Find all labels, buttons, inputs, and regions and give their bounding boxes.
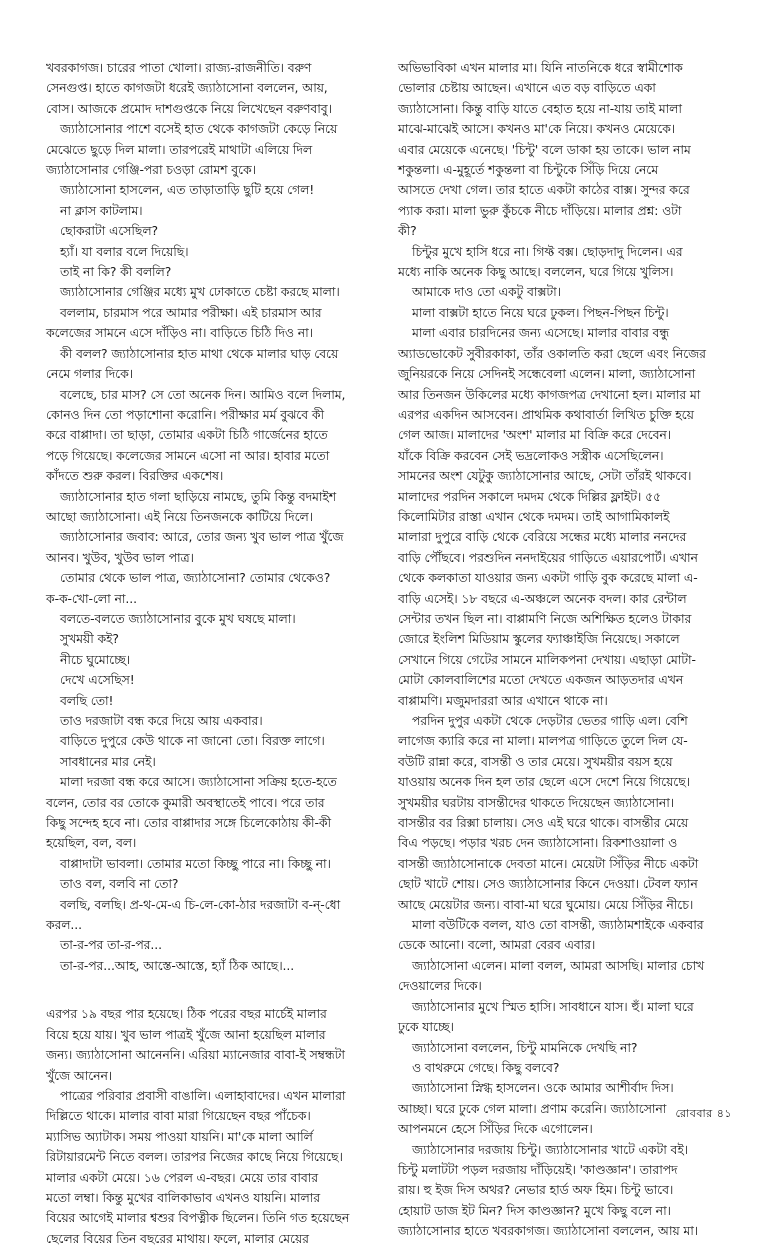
text-line: কলেজের সামনে এসে দাঁড়িও না। বাড়িতে চিঠি দিও না। — [46, 325, 313, 341]
text-line: দেখে এসেছিস! — [60, 672, 135, 688]
text-line: হোয়াট ডাজ ইট মিন? দিস কাণ্ডজ্ঞান? মুখে কিছু বলে না। — [398, 1202, 671, 1218]
text-line: যাওয়ায় অনেক দিন হল তার ছেলে এসে দেশে নিয়ে গিয়েছে। — [398, 774, 691, 790]
text-line: বলছি, বলছি। প্র-থ-মে-এ চি-লে-কো-ঠার দরজাটা ব-ন্‌-ধো — [60, 896, 341, 912]
text-line: চিন্টু মলাটটা পড়ল দরজায় দাঁড়িয়েই। 'কাণ্ডজ্ঞান'। তারাপদ — [398, 1161, 678, 1177]
text-line: জ্যাঠাসোনা এলেন। মালা বলল, আমরা আসছি। মালার চোখ — [412, 957, 704, 973]
text-line: তাও দরজাটা বন্ধ করে দিয়ে আয় একবার। — [60, 713, 263, 728]
text-line: জ্যাঠাসোনা বললেন, চিন্টু মামনিকে দেখছি না? — [412, 1039, 638, 1055]
text-line: ও বাথরুমে গেছে। কিছু বলবে? — [412, 1059, 560, 1075]
text-line: বাসন্তীর বর রিক্সা চালায়। সেও এই ঘরে থাকে। বাসন্তীর মেয়ে — [398, 815, 689, 831]
text-line: আসতে দেখা গেল। তার হাতে একটা কাঠের বাক্স। সুন্দর করে — [398, 182, 690, 198]
text-line: বাড়ি পৌঁছবে। পরশুদিন ননদাইয়ের গাড়িতে এয়ারপোর্ট। এখান — [398, 549, 698, 565]
text-line: বলছি তো! — [60, 692, 114, 708]
text-line: সুখময়ীর ঘরটায় বাসন্তীদের থাকতে দিয়েছেন জ্যাঠাসোনা। — [398, 794, 675, 810]
text-line: বউটি রান্না করে, বাসন্তী ও তার মেয়ে। সুখময়ীর বয়স হয়ে — [398, 753, 673, 769]
text-line: কাঁদতে শুরু করল। বিরক্তির একশেষ। — [46, 468, 224, 484]
text-line: আনব। খুউব, খুউব ভাল পাত্র। — [46, 549, 194, 565]
text-line: মাঝে-মাঝেই আসে। কখনও মা'কে নিয়ে। কখনও মেয়েকে। — [398, 121, 676, 137]
text-line: সেন্টার তখন ছিল না। বাপ্পামণি নিজে অশিক্ষিত হলেও টাকার — [398, 610, 692, 626]
text-line: সেখানে গিয়ে গেটের সামনে মালিকপনা দেখায়। এছাড়া মোটা- — [398, 651, 696, 667]
right-text-column — [398, 58, 734, 1242]
text-line: তা-র-পর...আহ, আস্তে-আস্তে, হ্যাঁ ঠিক আছে।... — [60, 957, 295, 973]
text-line: জুনিয়রকে নিয়ে সেদিনই সন্ধেবেলা এলেন। মালা, জ্যাঠাসোনা — [398, 366, 696, 382]
text-line: থেকে কলকাতা যাওয়ার জন্য একটা গাড়ি বুক করেছে মালা এ- — [398, 570, 698, 586]
text-line: বলেন, তোর বর তোকে কুমারী অবস্থাতেই পাবে। পরে তার — [46, 794, 325, 810]
text-line: হয়েছিল, বল, বল। — [46, 835, 137, 851]
text-line: বললাম, চারমাস পরে আমার পরীক্ষা। এই চারমাস আর — [60, 304, 322, 320]
text-line: বলেছে, চার মাস? সে তো অনেক দিন। আমিও বলে দিলাম, — [60, 386, 346, 402]
text-line: রায়। হু ইজ দিস অথর? নেভার হার্ড অফ হিম। চিন্টু ভাবে। — [398, 1182, 674, 1198]
text-line: নীচে ঘুমোচ্ছে। — [60, 651, 131, 667]
text-line: প্যাক করা। মালা ভুরু কুঁচকে নীচে দাঁড়িয়ে। মালার প্রশ্ন: ওটা — [398, 202, 682, 218]
text-line: তোমার থেকে ভাল পাত্র, জ্যাঠাসোনা? তোমার থেকেও? — [60, 570, 331, 586]
text-line: লাগেজ ক্যারি করে না মালা। মালপত্র গাড়িতে তুলে দিল যে- — [398, 733, 688, 749]
text-line: না ক্লাস কাটলাম। — [60, 202, 143, 218]
text-line: ম্যাসিভ অ্যাটাক। সময় পাওয়া যায়নি। মা'কে মালা আর্লি — [46, 1128, 313, 1144]
text-line: শকুন্তলা। এ-মুহূর্তে শকুন্তলা বা চিন্টুকে সিঁড়ি দিয়ে নেমে — [398, 162, 659, 178]
text-line: নেমে গলার দিকে। — [46, 366, 134, 382]
text-line: মালা দরজা বন্ধ করে আসে। জ্যাঠাসোনা সক্রিয় হতে-হতে — [60, 774, 337, 790]
text-line: পরদিন দুপুর একটা থেকে দেড়টার ভেতর গাড়ি এল। বেশি — [412, 713, 688, 728]
text-line: জোরে ইংলিশ মিডিয়াম স্কুলের ফ্যাঞ্চাইজি নিয়েছে। সকালে — [398, 631, 680, 647]
text-line: ক-ক-খো-লো না... — [46, 590, 137, 606]
text-line: কোনও দিন তো পড়াশোনা করোনি। পরীক্ষার মর্ম বুঝবে কী — [46, 406, 324, 422]
text-line: এরপর একদিন আসবেন। প্রাথমিক কথাবার্তা লিখিত চুক্তি হয়ে — [398, 406, 694, 422]
text-line: সেনগুপ্ত। হাতে কাগজটা ধরেই জ্যাঠাসোনা বললেন, আয়, — [46, 80, 328, 96]
text-line: সামনের অংশ যেটুকু জ্যাঠাসোনার আছে, সেটা তাঁরই থাকবে। — [398, 468, 692, 484]
text-line: সাবধানের মার নেই। — [60, 753, 156, 769]
text-line: মোটা কোলবালিশের মতো দেখতে একজন আড়তদার এখন — [398, 672, 684, 688]
text-line: ছেলের বিয়ের তিন বছরের মাথায়। ফলে, মালার মেয়ের — [46, 1230, 309, 1246]
text-line: বিয়ের আগেই মালার শ্বশুর বিপত্নীক ছিলেন। তিনি গত হয়েছেন — [46, 1210, 350, 1226]
text-line: জ্যাঠাসোনা। কিন্তু বাড়ি যাতে বেহাত হয়ে না-যায় তাই মালা — [398, 100, 682, 116]
text-line: এরপর ১৯ বছর পার হয়েছে। ঠিক পরের বছর মার্চেই মালার — [46, 1006, 327, 1022]
text-line: আমাকে দাও তো একটু বাক্সটা। — [412, 284, 561, 300]
text-line: খবরকাগজ। চারের পাতা খোলা। রাজ্য-রাজনীতি। বরুণ — [46, 60, 312, 75]
text-line: যাঁকে বিক্রি করবেন সেই ভদ্রলোকও সস্ত্রীক এসেছিলেন। — [398, 447, 664, 463]
text-line: অভিভাবিকা এখন মালার মা। যিনি নাতনিকে ধরে স্বামীশোক — [398, 60, 683, 75]
text-line: চিন্টুর মুখে হাসি ধরে না। গিফ্ট বক্স। ছোড়দাদু দিলেন। এর — [412, 243, 683, 259]
text-line: মালার একটা মেয়ে। ১৬ পেরল এ-বছর। মেয়ে তার বাবার — [46, 1169, 318, 1185]
text-line: জ্যাঠাসোনার গেঞ্জি-পরা চওড়া রোমশ বুকে। — [46, 162, 256, 178]
text-line: অ্যাডভোকেট সুবীরকাকা, তাঁর ওকালতি করা ছেলে এবং নিজের — [398, 345, 706, 361]
text-line: কিলোমিটার রাস্তা এখান থেকে দমদম। তাই আগামিকালই — [398, 508, 670, 524]
text-line: জ্যাঠাসোনা হাসলেন, এত তাড়াতাড়ি ছুটি হয়ে গেল! — [60, 182, 315, 198]
text-line: পড়ে গিয়েছে। কলেজের সামনে এসো না আর। হাবার মতো — [46, 447, 330, 463]
text-line: পাত্রের পরিবার প্রবাসী বাঙালি। এলাহাবাদের। এখন মালারা — [60, 1087, 346, 1103]
text-line: ভোলার চেষ্টায় আছেন। এখানে এত বড় বাড়িতে একা — [398, 80, 656, 96]
text-line: জ্যাঠাসোনার জবাব: আরে, তোর জন্য খুব ভাল পাত্র খুঁজে — [60, 529, 344, 545]
text-line: বিয়ে হয়ে যায়। খুব ভাল পাত্রই খুঁজে আনা হয়েছিল মালার — [46, 1026, 326, 1042]
text-line: বিএ পড়ছে। পড়ার খরচ দেন জ্যাঠাসোনা। রিকশাওয়ালা ও — [398, 835, 678, 851]
text-line: মালা বাক্সটা হাতে নিয়ে ঘরে ঢুকল। পিছন-পিছন চিন্টু। — [412, 304, 669, 320]
text-line: জ্যাঠাসোনার গেঞ্জির মধ্যে মুখ ঢোকাতে চেষ্টা করছে মালা। — [60, 284, 340, 300]
page-number-label: রোববার ৪১ — [675, 1107, 732, 1120]
text-line: এবার মেয়েকে এনেছে। 'চিন্টু' বলে ডাকা হয় তাকে। ভাল নাম — [398, 141, 691, 157]
text-line: জ্যাঠাসোনার দরজায় চিন্টু। জ্যাঠাসোনার খাটে একটা বই। — [412, 1141, 689, 1157]
left-text-column — [46, 58, 382, 1249]
page-footer — [606, 1105, 732, 1124]
text-line: আছে মেয়েটার জন্য। বাবা-মা ঘরে ঘুমোয়। মেয়ে সিঁড়ির নীচে। — [398, 896, 694, 912]
text-line: জ্যাঠাসোনার হাতে খবরকাগজ। জ্যাঠাসোনা বললেন, আয় মা। — [398, 1223, 699, 1239]
text-line: বলতে-বলতে জ্যাঠাসোনার বুকে মুখ ঘষছে মালা। — [60, 610, 296, 626]
text-line: বাড়িতে দুপুরে কেউ থাকে না জানো তো। বিরক্ত লাগে। — [60, 733, 325, 749]
text-line: ঢুকে যাচ্ছে। — [398, 1019, 454, 1035]
text-line: আর তিনজন উকিলের মধ্যে কাগজপত্র দেখানো হল। মালার মা — [398, 386, 701, 402]
text-line: দিল্লিতে থাকে। মালার বাবা মারা গিয়েছেন বছর পাঁচেক। — [46, 1108, 311, 1124]
text-line: করল... — [46, 917, 82, 933]
text-line: তাও বল, বলবি না তো? — [60, 876, 179, 892]
text-line: গেল আজ। মালাদের 'অংশ' মালার মা বিক্রি করে দেবেন। — [398, 427, 672, 443]
text-line: তা-র-পর তা-র-পর... — [60, 937, 162, 953]
text-line: আছো জ্যাঠাসোনা। এই নিয়ে তিনজনকে কাটিয়ে দিলে। — [46, 508, 314, 524]
text-line: বাপ্পাদাটা ভাবলা। তোমার মতো কিচ্ছু পারে না। কিচ্ছু না। — [60, 855, 331, 871]
text-line: ডেকে আনো। বলো, আমরা বেরব এবার। — [398, 937, 596, 953]
text-line: খুঁজে আনেন। — [46, 1067, 113, 1083]
section-break — [46, 976, 382, 1004]
text-line: মেঝেতে ছুড়ে দিল মালা। তারপরেই মাথাটা এলিয়ে দিল — [46, 141, 313, 157]
text-line: দেওয়ালের দিকে। — [398, 978, 482, 994]
text-line: ছোট খাটে শোয়। সেও জ্যাঠাসোনার কিনে দেওয়া। টেবল ফ্যান — [398, 876, 698, 892]
text-line: আপনমনে হেসে সিঁড়ির দিকে এগোলেন। — [398, 1121, 593, 1137]
text-line: বাড়ি এসেই। ১৮ বছরে এ-অঞ্চলে অনেক বদল। কার রেন্টাল — [398, 590, 687, 606]
text-line: করে বাপ্পাদা। তা ছাড়া, তোমার একটা চিঠি গার্জেনের হাতে — [46, 427, 328, 443]
text-line: মতো লম্বা। কিন্তু মুখের বালিকাভাব এখনও যায়নি। মালার — [46, 1189, 320, 1205]
text-line: বাসন্তী জ্যাঠাসোনাকে দেবতা মানে। মেয়েটা সিঁড়ির নীচে একটা — [398, 855, 699, 871]
text-line: মালা এবার চারদিনের জন্য এসেছে। মালার বাবার বন্ধু — [412, 325, 670, 341]
text-line: আচ্ছা। ঘরে ঢুকে গেল মালা। প্রণাম করেনি। জ্যাঠাসোনা — [398, 1100, 667, 1116]
text-line: কী বলল? জ্যাঠাসোনার হাত মাথা থেকে মালার ঘাড় বেয়ে — [60, 345, 339, 361]
text-line: জ্যাঠাসোনার হাত গলা ছাড়িয়ে নামছে, তুমি কিন্তু বদমাইশ — [60, 488, 336, 504]
text-line: ছোকরাটা এসেছিল? — [60, 223, 158, 239]
text-line: বোস। আজকে প্রমোদ দাশগুপ্তকে নিয়ে লিখেছেন বরুণবাবু। — [46, 100, 332, 116]
text-line: জন্য। জ্যাঠাসোনা আনেননি। এরিয়া ম্যানেজার বাবা-ই সম্বন্ধটা — [46, 1047, 345, 1063]
text-line: সুখময়ী কই? — [60, 631, 119, 647]
text-line: কী? — [398, 223, 417, 239]
text-line: জ্যাঠাসোনার পাশে বসেই হাত থেকে কাগজটা কেড়ে নিয়ে — [60, 121, 338, 137]
text-line: মালা বউটিকে বলল, যাও তো বাসন্তী, জ্যাঠামশাইকে একবার — [412, 917, 704, 933]
text-line: তাই না কি? কী বললি? — [60, 264, 172, 280]
text-line: জ্যাঠাসোনা স্নিগ্ধ হাসলেন। ওকে আমার আশীর্বাদ দিস। — [412, 1080, 674, 1096]
text-line: মালাদের পরদিন সকালে দমদম থেকে দিল্লির ফ্লাইট। ৫৫ — [398, 488, 661, 504]
text-line: কিছু সন্দেহ হবে না। তোর বাপ্পাদার সঙ্গে চিলেকোঠায় কী-কী — [46, 815, 331, 831]
text-line: বাপ্পামণি। মজুমদাররা আর এখানে থাকে না। — [398, 692, 608, 708]
text-line: রিটায়ারমেন্ট নিতে বলল। তারপর নিজের কাছে নিয়ে গিয়েছে। — [46, 1149, 343, 1165]
text-line: মধ্যে নাকি অনেক কিছু আছে। বললেন, ঘরে গিয়ে খুলিস। — [398, 264, 674, 280]
text-line: হ্যাঁ। যা বলার বলে দিয়েছি। — [60, 243, 189, 259]
text-line: জ্যাঠাসোনার মুখে স্মিত হাসি। সাবধানে যাস। হুঁ। মালা ঘরে — [412, 998, 694, 1014]
text-line: মালারা দুপুরে বাড়ি থেকে বেরিয়ে সন্ধের মধ্যে মালার ননদের — [398, 529, 687, 545]
